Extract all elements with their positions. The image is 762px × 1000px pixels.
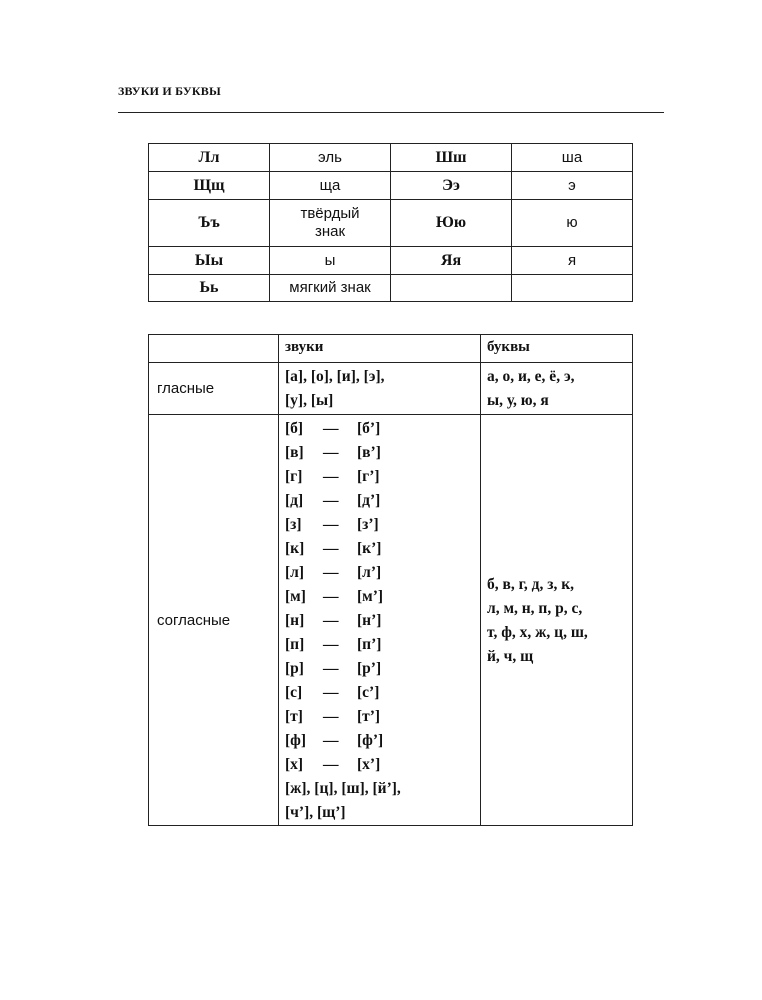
sounds-letters-table (148, 334, 633, 826)
letter-cell: Шш (391, 144, 512, 172)
vowel-letters-line: ы, у, ю, я (487, 392, 549, 409)
consonant-letters-line: л, м, н, п, р, с, (487, 600, 583, 617)
table-row (149, 200, 633, 247)
letter-cell: Ыы (149, 247, 270, 275)
consonant-letters-cell (481, 415, 633, 826)
consonant-pair: [з] — [з’] (285, 516, 379, 533)
table-row-vowels (149, 363, 633, 415)
consonant-letters-line: б, в, г, д, з, к, (487, 576, 575, 593)
consonant-pair: [в] — [в’] (285, 444, 381, 461)
letter-name-cell: ю (512, 200, 633, 247)
letter-cell (391, 275, 512, 302)
consonant-pair: [г] — [г’] (285, 468, 380, 485)
table-row (149, 172, 633, 200)
letter-name-cell: мягкий знак (270, 275, 391, 302)
table-header-row (149, 335, 633, 363)
consonant-pair: [л] — [л’] (285, 564, 382, 581)
vowel-letters-line: а, о, и, е, ё, э, (487, 368, 575, 385)
consonant-letters-line: т, ф, х, ж, ц, ш, (487, 624, 588, 641)
vowel-sounds-line: [а], [о], [и], [э], (285, 368, 385, 385)
page-header: ЗВУКИ И БУКВЫ (118, 84, 221, 98)
unpaired-consonants-line: [ч’], [щ’] (285, 804, 346, 821)
header-cell-letters: буквы (481, 335, 633, 363)
letter-cell: Лл (149, 144, 270, 172)
consonant-letters-line: й, ч, щ (487, 648, 534, 665)
letter-name-line: твёрдый (300, 205, 360, 222)
header-rule (118, 112, 664, 113)
consonant-pair: [р] — [р’] (285, 660, 382, 677)
consonant-pair: [ф] — [ф’] (285, 732, 384, 749)
letter-cell: Ьь (149, 275, 270, 302)
letter-cell: Щщ (149, 172, 270, 200)
header-cell-sounds: звуки (279, 335, 481, 363)
letter-name-cell: э (512, 172, 633, 200)
letter-name-line: знак (314, 223, 346, 240)
category-cell-vowels: гласные (149, 363, 279, 415)
letter-cell: Ээ (391, 172, 512, 200)
letter-name-cell (512, 275, 633, 302)
table-row-consonants (149, 415, 633, 826)
consonant-pair: [х] — [х’] (285, 756, 381, 773)
alphabet-table (148, 143, 633, 302)
vowel-sounds-line: [у], [ы] (285, 392, 334, 409)
letter-cell: Яя (391, 247, 512, 275)
letter-cell: Ъъ (149, 200, 270, 247)
consonant-pair: [б] — [б’] (285, 420, 381, 437)
letter-name-cell: ща (270, 172, 391, 200)
consonant-pair: [н] — [н’] (285, 612, 382, 629)
letter-cell: Юю (391, 200, 512, 247)
letter-name-cell: ша (512, 144, 633, 172)
consonant-pair: [т] — [т’] (285, 708, 381, 725)
consonant-sounds-cell (279, 415, 481, 826)
consonant-pair: [д] — [д’] (285, 492, 381, 509)
consonant-pair: [с] — [с’] (285, 684, 380, 701)
table-row (149, 144, 633, 172)
letter-name-cell: эль (270, 144, 391, 172)
table-row (149, 275, 633, 302)
letter-name-cell: ы (270, 247, 391, 275)
category-cell-consonants: согласные (149, 415, 279, 826)
consonant-pair: [м] — [м’] (285, 588, 384, 605)
letter-name-cell (270, 200, 391, 247)
letter-name-cell: я (512, 247, 633, 275)
vowel-sounds-cell (279, 363, 481, 415)
consonant-pair: [к] — [к’] (285, 540, 382, 557)
vowel-letters-cell (481, 363, 633, 415)
consonant-pair: [п] — [п’] (285, 636, 382, 653)
table-row (149, 247, 633, 275)
header-cell-empty (149, 335, 279, 363)
unpaired-consonants-line: [ж], [ц], [ш], [й’], (285, 780, 401, 797)
